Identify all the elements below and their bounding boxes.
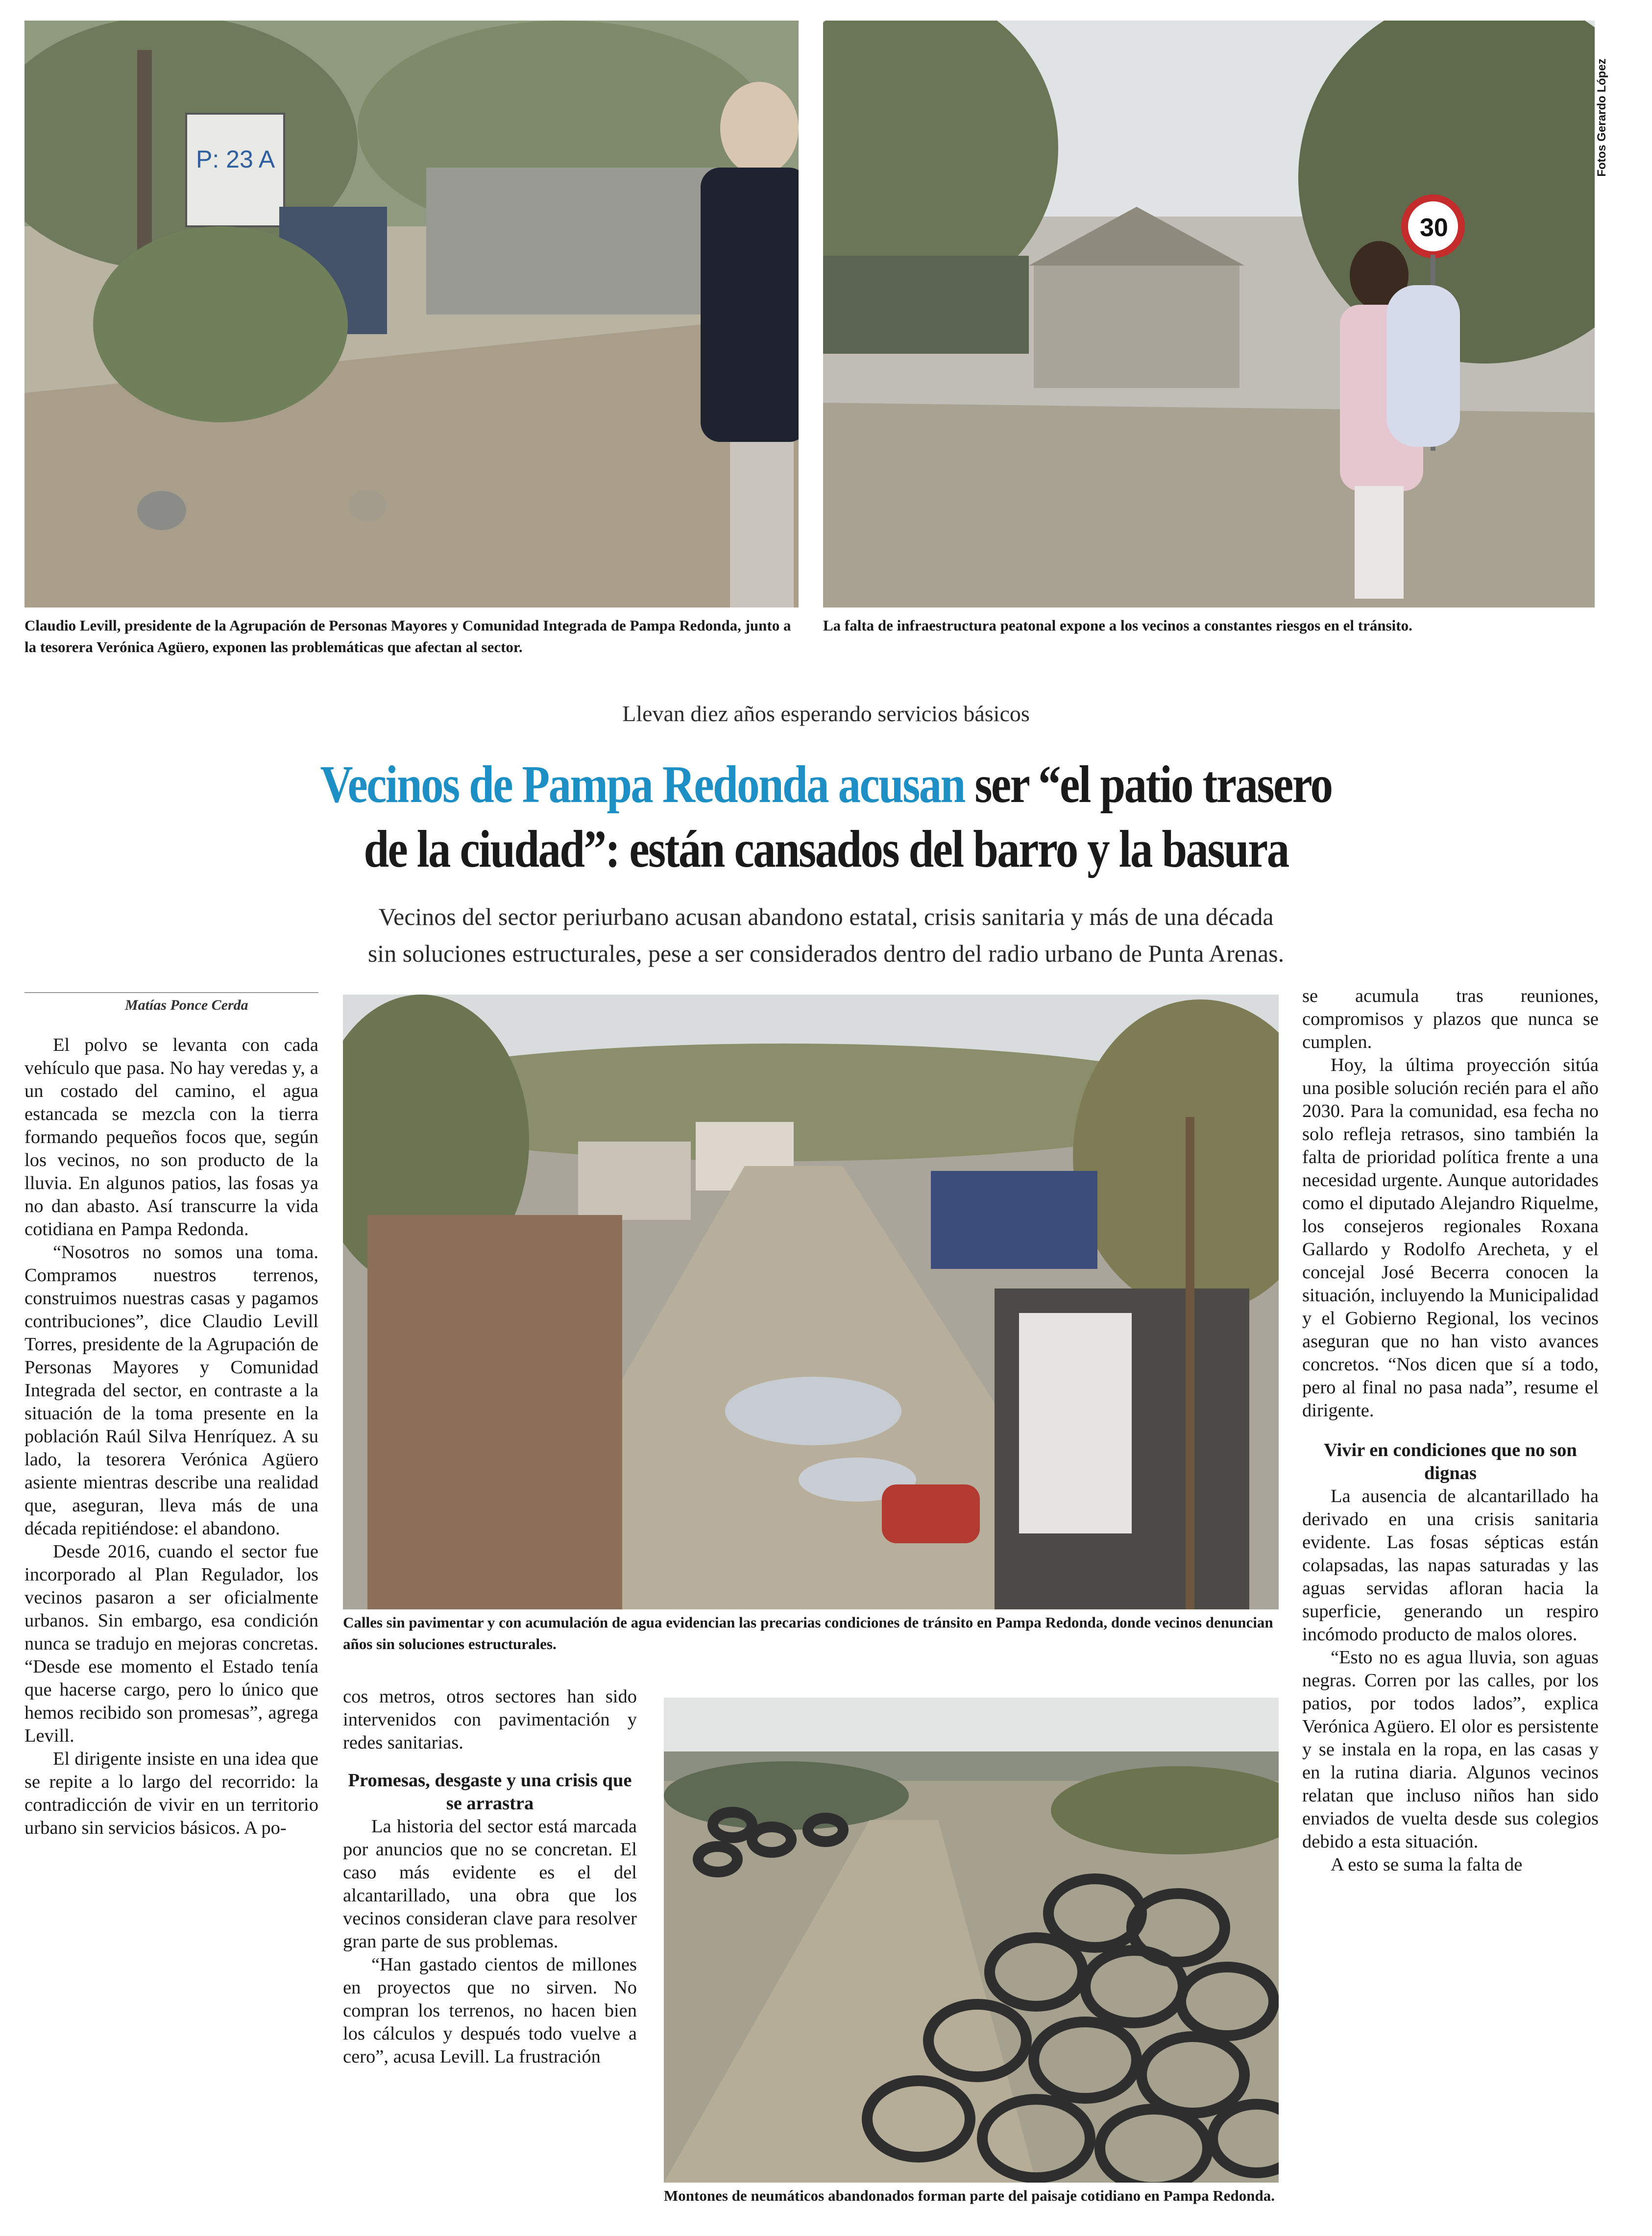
headline xyxy=(116,754,1536,815)
body-paragraph: “Nosotros no somos una toma. Compramos nuestros terrenos, construimos nuestras casas y pagamos contribuciones”, dice Claudio Levill Torres, presidente de la Agrupación de Personas Mayores y Comunidad Integrada del sector, en contraste a la situación de la toma presente en la población Raúl Silva Henríquez. A su lado, la tesorera Verónica Agüero asiente mientras describe una realidad que, aseguran, lleva más de una década repitiéndose: el abandono. xyxy=(24,1242,318,1539)
body-paragraph: La ausencia de alcantarillado ha derivado en una crisis sanitaria evidente. Las fosas sépticas están colapsadas, las napas saturadas y las aguas servidas afloran hacia la superficie, generando un respiro incómodo producto de malos olores. xyxy=(1302,1486,1599,1645)
body-paragraph: “Esto no es agua lluvia, son aguas negras. Corren por las calles, por los patios, por todos lados”, explica Verónica Agüero. El olor es persistente y se instala en la ropa, en las casas y en la rutina diaria. Algunos vecinos relatan que incluso niños han sido enviados de vuelta desde sus colegios debido a esta situación. xyxy=(1302,1647,1599,1852)
body-paragraph: El dirigente insiste en una idea que se repite a lo largo del recorrido: la contradicción de vivir en un territorio urbano sin servicios básicos. A po- xyxy=(24,1749,318,1838)
caption-abandoned-tires: Montones de neumáticos abandonados forman parte del paisaje cotidiano en Pampa Redonda. xyxy=(664,2187,1275,2204)
photo-mother-and-child xyxy=(823,21,1595,608)
body-column-1 xyxy=(24,1034,318,2219)
body-paragraph: Hoy, la última proyección sitúa una posible solución recién para el año 2030. Para la comunidad, esa fecha no solo refleja retrasos, sino también la falta de prioridad política frente a una necesidad urgente. Aunque autoridades como el diputado Alejandro Riquelme, los consejeros regionales Roxana Gallardo y Rodolfo Arecheta, y el concejal José Becerra conocen la situación, incluyendo la Municipalidad y el Gobierno Regional, los vecinos aseguran que no han visto avances concretos. “Nos dicen que sí a todo, pero al final no pasa nada”, resume el dirigente. xyxy=(1302,1055,1599,1421)
body-paragraph: El polvo se levanta con cada vehículo que pasa. No hay veredas y, a un costado del camino, el agua estancada se mezcla con la tierra formando pequeños focos que, según los vecinos, no son producto de la lluvia. En algunos patios, las fosas ya no dan abasto. Así transcurre la vida cotidiana en Pampa Redonda. xyxy=(24,1035,318,1240)
svg-text:30: 30 xyxy=(1420,214,1448,242)
headline-line2: de la ciudad”: están cansados del barro y la basura xyxy=(364,820,1288,878)
byline: Matías Ponce Cerda xyxy=(125,997,248,1013)
byline-rule xyxy=(24,992,318,993)
body-column-2 xyxy=(343,1685,637,2219)
body-paragraph: “Han gastado cientos de millones en proyectos que no sirven. No compran los terrenos, no hacen bien los cálculos y después todo vuelve a cero”, acusa Levill. La frustración xyxy=(343,1954,637,2067)
body-paragraph: cos metros, otros sectores han sido intervenidos con pavimentación y redes sanitarias. xyxy=(343,1686,637,1753)
body-paragraph: La historia del sector está marcada por anuncios que no se concretan. El caso más evidente es el del alcantarillado, una obra que los vecinos consideran clave para resolver gran parte de sus problemas. xyxy=(343,1816,637,1952)
photo-abandoned-tires xyxy=(664,1698,1279,2183)
svg-text:P: 23 A: P: 23 A xyxy=(196,146,275,173)
body-paragraph: A esto se suma la falta de xyxy=(1331,1854,1523,1875)
caption-claudio-levill: Claudio Levill, presidente de la Agrupación de Personas Mayores y Comunidad Integrada de Pampa Redonda, junto a la tesorera Verónica Agüero, exponen las problemáticas que afectan al sector. xyxy=(24,617,791,656)
subhead-line2: sin soluciones estructurales, pese a ser considerados dentro del radio urbano de Punta Arenas. xyxy=(367,940,1285,967)
kicker: Llevan diez años esperando servicios básicos xyxy=(622,701,1030,726)
headline-highlight: Vecinos de Pampa Redonda acusan xyxy=(320,755,965,814)
photo-credit: Fotos Gerardo López xyxy=(1595,58,1608,177)
caption-unpaved-street: Calles sin pavimentar y con acumulación de agua evidencian las precarias condiciones de tránsito en Pampa Redonda, donde vecinos denuncian años sin soluciones estructurales. xyxy=(343,1614,1273,1653)
body-paragraph: Desde 2016, cuando el sector fue incorporado al Plan Regulador, los vecinos pasaron a ser oficialmente urbanos. Sin embargo, esa condición nunca se tradujo en mejoras concretas. “Desde ese momento el Estado tenía que hacerse cargo, pero lo único que hemos recibido son promesas”, agrega Levill. xyxy=(24,1541,318,1746)
section-heading-promesas: Promesas, desgaste y una crisis que se arrastra xyxy=(348,1770,632,1814)
section-heading-vivir: Vivir en condiciones que no son dignas xyxy=(1324,1440,1577,1483)
photo-claudio-levill xyxy=(24,21,799,608)
headline-line1: ser “el patio trasero xyxy=(974,755,1332,814)
caption-pedestrian-risk: La falta de infraestructura peatonal expone a los vecinos a constantes riesgos en el tránsito. xyxy=(823,617,1412,634)
subhead-line1: Vecinos del sector periurbano acusan abandono estatal, crisis sanitaria y más de una década xyxy=(378,903,1274,930)
body-paragraph: se acumula tras reuniones, compromisos y plazos que nunca se cumplen. xyxy=(1302,986,1599,1052)
photo-unpaved-street xyxy=(343,995,1279,1609)
body-column-3 xyxy=(1302,985,1599,2219)
